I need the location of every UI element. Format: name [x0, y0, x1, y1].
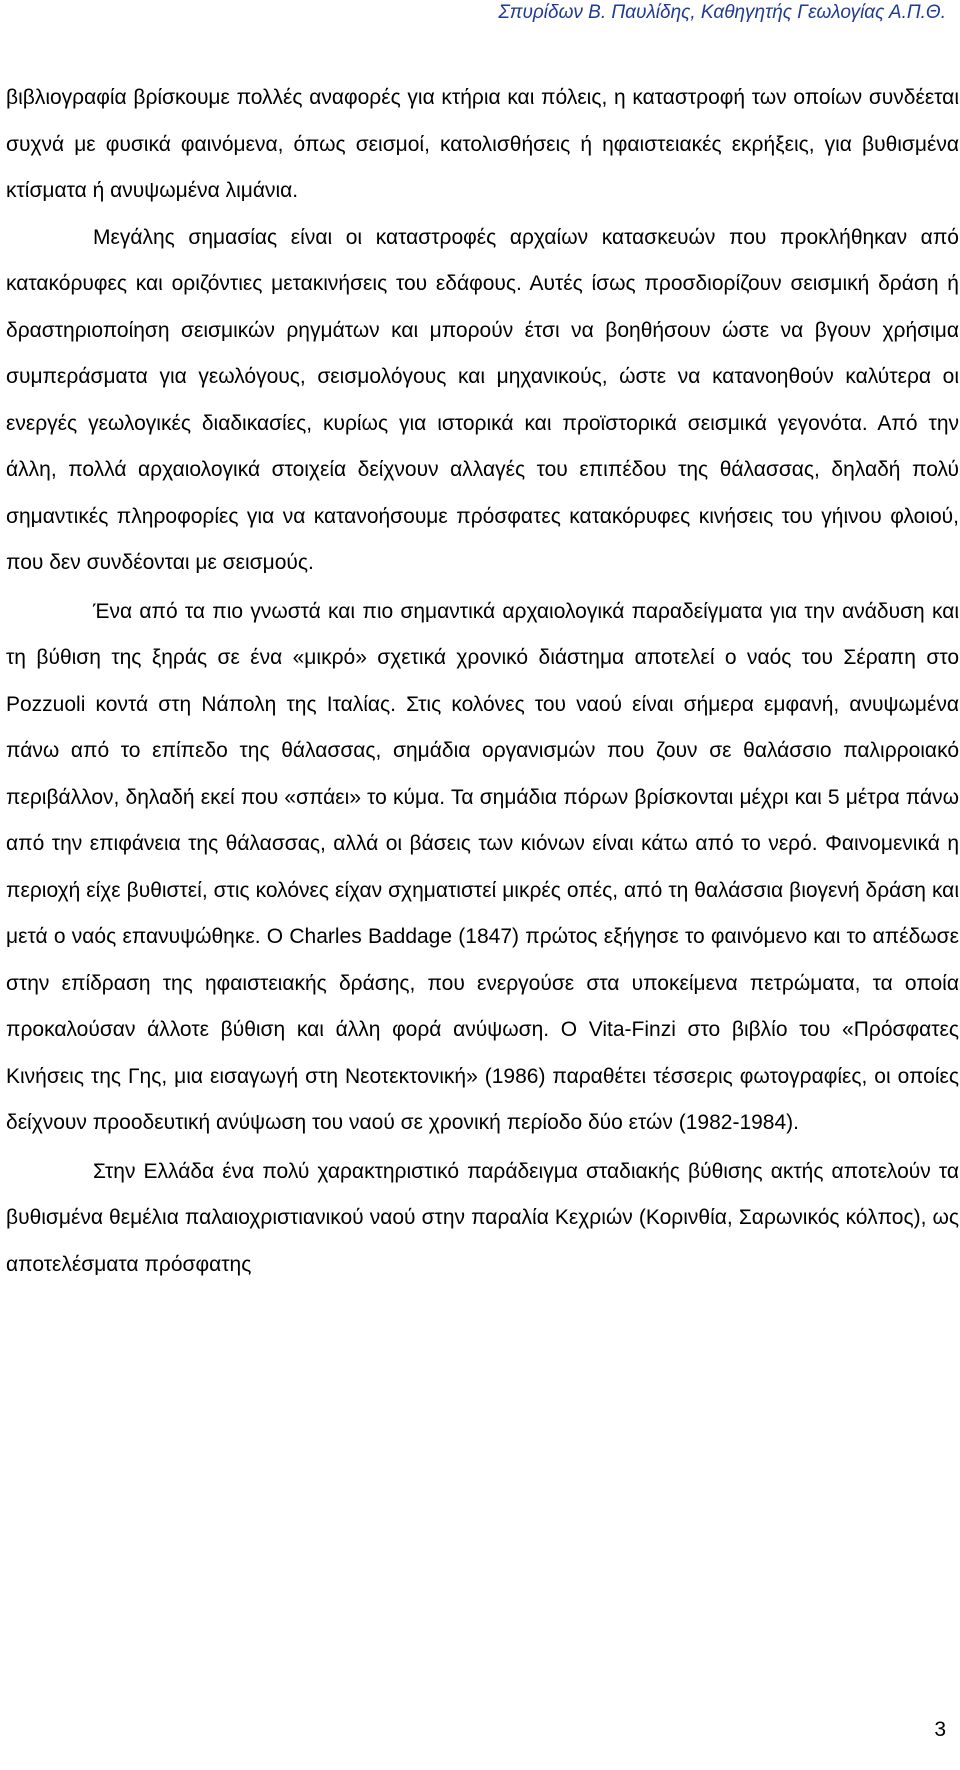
page-number: 3 [934, 1718, 946, 1741]
paragraph-3: Ένα από τα πιο γνωστά και πιο σημαντικά αρχαιολογικά παραδείγματα για την ανάδυση και τη βύθιση της ξηράς σε ένα «μικρό» σχετικά χρονικό διάστημα αποτελεί ο ναός του Σέραπη στο Pozzuoli κοντά στη Νάπολη της Ιταλίας. Στις κολόνες του ναού είναι σήμερα εμφανή, ανυψωμένα πάνω από το επίπεδο της θάλασσας, σημάδια οργανισμών που ζουν σε θαλάσσιο παλιρροιακό περιβάλλον, δηλαδή εκεί που «σπάει» το κύμα. Τα σημάδια πόρων βρίσκονται μέχρι και 5 μέτρα πάνω από την επιφάνεια της θάλασσας, αλλά οι βάσεις των κιόνων είναι κάτω από το νερό. Φαινομενικά η περιοχή είχε βυθιστεί, στις κολόνες είχαν σχηματιστεί μικρές οπές, από τη θαλάσσια βιογενή δράση και μετά ο ναός επανυψώθηκε. Ο Charles Baddage (1847) πρώτος εξήγησε το φαινόμενο και το απέδωσε στην επίδραση της ηφαιστειακής δράσης, που ενεργούσε στα υποκείμενα πετρώματα, τα οποία προκαλούσαν άλλοτε βύθιση και άλλη φορά ανύψωση. Ο Vita-Finzi στο βιβλίο του «Πρόσφατες Κινήσεις της Γης, μια εισαγωγή στη Νεοτεκτονική» (1986) παραθέτει τέσσερις φωτογραφίες, οι οποίες δείχνουν προοδευτική ανύψωση του ναού σε χρονική περίοδο δύο ετών (1982-1984). [6, 599, 959, 1134]
paragraph-1: βιβλιογραφία βρίσκουμε πολλές αναφορές για κτήρια και πόλεις, η καταστροφή των οποίων συνδέεται συχνά με φυσικά φαινόμενα, όπως σεισμοί, κατολισθήσεις ή ηφαιστειακές εκρήξεις, για βυθισμένα κτίσματα ή ανυψωμένα λιμάνια. [6, 86, 959, 202]
running-header: Σπυρίδων Β. Παυλίδης, Καθηγητής Γεωλογίας Α.Π.Θ. [498, 2, 946, 23]
paragraph-2: Μεγάλης σημασίας είναι οι καταστροφές αρχαίων κατασκευών που προκλήθηκαν από κατακόρυφες και οριζόντιες μετακινήσεις του εδάφους. Αυτές ίσως προσδιορίζουν σεισμική δράση ή δραστηριοποίηση σεισμικών ρηγμάτων και μπορούν έτσι να βοηθήσουν ώστε να βγουν χρήσιμα συμπεράσματα για γεωλόγους, σεισμολόγους και μηχανικούς, ώστε να κατανοηθούν καλύτερα οι ενεργές γεωλογικές διαδικασίες, κυρίως για ιστορικά και προϊστορικά σεισμικά γεγονότα. Από την άλλη, πολλά αρχαιολογικά στοιχεία δείχνουν αλλαγές του επιπέδου της θάλασσας, δηλαδή πολύ σημαντικές πληροφορίες για να κατανοήσουμε πρόσφατες κατακόρυφες κινήσεις του γήινου φλοιού, που δεν συνδέονται με σεισμούς. [6, 225, 959, 574]
paragraph-4: Στην Ελλάδα ένα πολύ χαρακτηριστικό παράδειγμα σταδιακής βύθισης ακτής αποτελούν τα βυθισμένα θεμέλια παλαιοχριστιανικού ναού στην παραλία Κεχριών (Κορινθία, Σαρωνικός κόλπος), ως αποτελέσματα πρόσφατης [6, 1159, 959, 1276]
document-body [6, 75, 959, 1288]
